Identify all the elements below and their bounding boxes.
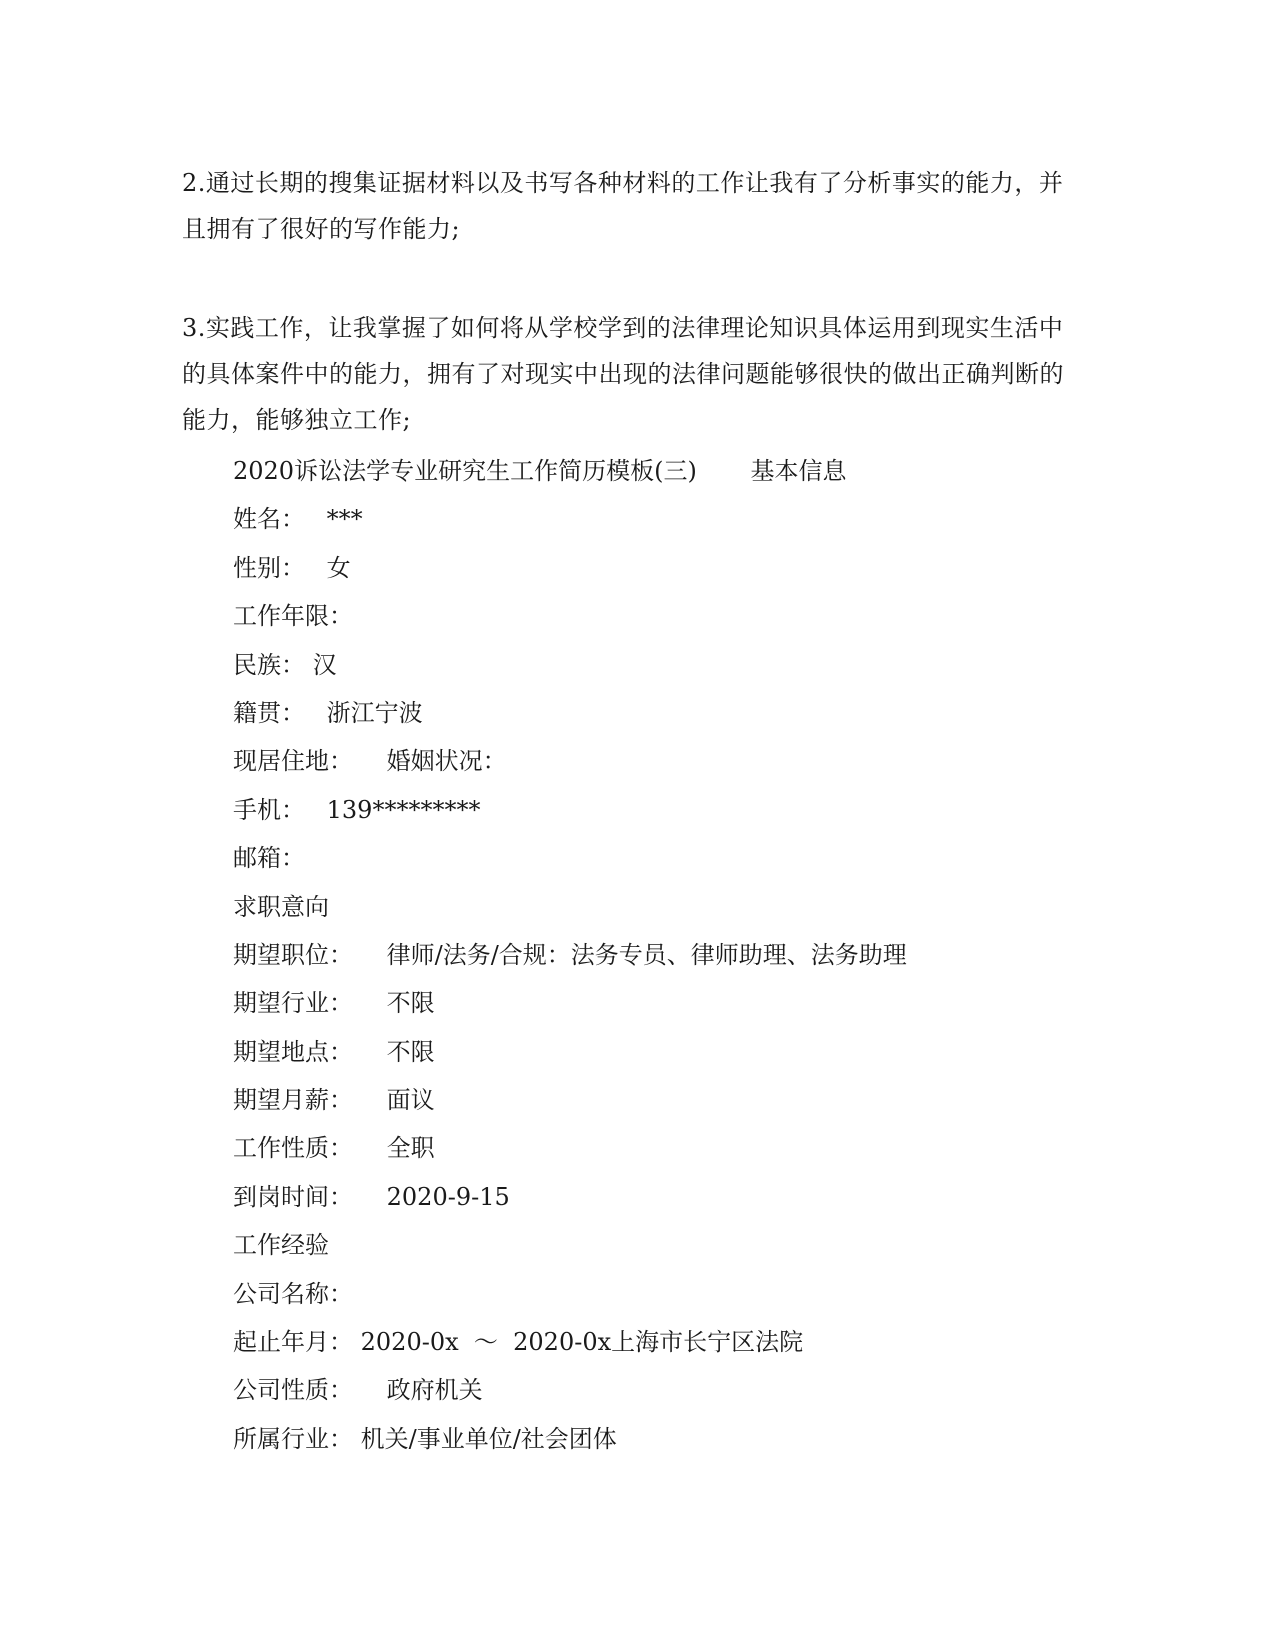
resume-title: 2020诉讼法学专业研究生工作简历模板(三) [233, 457, 697, 485]
gender-row [233, 548, 1133, 596]
experience-heading: 工作经验 [233, 1231, 329, 1260]
company-type-value: 政府机关 [386, 1376, 483, 1405]
intent-heading: 求职意向 [233, 892, 329, 921]
name-value: *** [326, 505, 363, 534]
ethnicity-value: 汉 [312, 650, 337, 679]
paragraph-line: 能力，能够独立工作; [182, 406, 412, 434]
paragraph-line: 的具体案件中的能力，拥有了对现实中出现的法律问题能够很快的做出正确判断的 [182, 360, 1064, 388]
phone-row [233, 790, 1133, 838]
ethnicity-row [233, 645, 1133, 693]
paragraph-item-3 [182, 305, 1082, 443]
position-row [233, 935, 1133, 983]
company-type-label: 公司性质： [233, 1376, 353, 1405]
name-row [233, 499, 1133, 547]
company-label: 公司名称： [233, 1279, 353, 1308]
period-label: 起止年月： [233, 1328, 353, 1357]
native-place-row [233, 693, 1133, 741]
email-label: 邮箱： [233, 844, 305, 873]
company-type-row [233, 1370, 1133, 1418]
marital-label: 婚姻状况： [386, 747, 507, 776]
start-date-value: 2020-9-15 [386, 1182, 510, 1211]
residence-label: 现居住地： [233, 747, 353, 776]
job-type-label: 工作性质： [233, 1134, 353, 1163]
ethnicity-label: 民族： [233, 650, 305, 679]
resume-title-row [233, 451, 1133, 499]
work-years-row [233, 596, 1133, 644]
basic-info-heading: 基本信息 [750, 457, 847, 485]
job-type-row [233, 1128, 1133, 1176]
period-row [233, 1322, 1133, 1370]
experience-heading-row [233, 1225, 1133, 1273]
company-row [233, 1274, 1133, 1322]
sector-value: 机关/事业单位/社会团体 [360, 1424, 617, 1453]
location-label: 期望地点： [233, 1037, 353, 1066]
intent-heading-row [233, 887, 1133, 935]
phone-label: 手机： [233, 795, 305, 824]
location-row [233, 1032, 1133, 1080]
position-label: 期望职位： [233, 940, 353, 969]
industry-row [233, 983, 1133, 1031]
salary-row [233, 1080, 1133, 1128]
email-row [233, 838, 1133, 886]
industry-label: 期望行业： [233, 989, 353, 1018]
start-date-row [233, 1177, 1133, 1225]
sector-row [233, 1419, 1133, 1467]
name-label: 姓名： [233, 505, 305, 534]
period-value: 2020-0x ～ 2020-0x上海市长宁区法院 [360, 1328, 804, 1357]
industry-value: 不限 [386, 989, 435, 1018]
native-place-value: 浙江宁波 [326, 698, 423, 727]
job-type-value: 全职 [386, 1134, 435, 1163]
phone-value: 139********* [326, 795, 481, 824]
native-place-label: 籍贯： [233, 698, 305, 727]
work-years-label: 工作年限： [233, 602, 353, 631]
paragraph-line: 且拥有了很好的写作能力; [182, 215, 461, 243]
sector-label: 所属行业： [233, 1424, 353, 1453]
start-date-label: 到岗时间： [233, 1182, 353, 1211]
gender-value: 女 [326, 553, 351, 582]
paragraph-item-2 [182, 160, 1082, 252]
gender-label: 性别： [233, 553, 305, 582]
resume-section [233, 451, 1133, 1467]
salary-label: 期望月薪： [233, 1086, 353, 1115]
salary-value: 面议 [386, 1086, 435, 1115]
location-value: 不限 [386, 1037, 435, 1066]
residence-row [233, 741, 1133, 789]
paragraph-line: 2.通过长期的搜集证据材料以及书写各种材料的工作让我有了分析事实的能力，并 [182, 169, 1064, 197]
position-value: 律师/法务/合规：法务专员、律师助理、法务助理 [386, 940, 907, 969]
paragraph-line: 3.实践工作，让我掌握了如何将从学校学到的法律理论知识具体运用到现实生活中 [182, 314, 1064, 342]
